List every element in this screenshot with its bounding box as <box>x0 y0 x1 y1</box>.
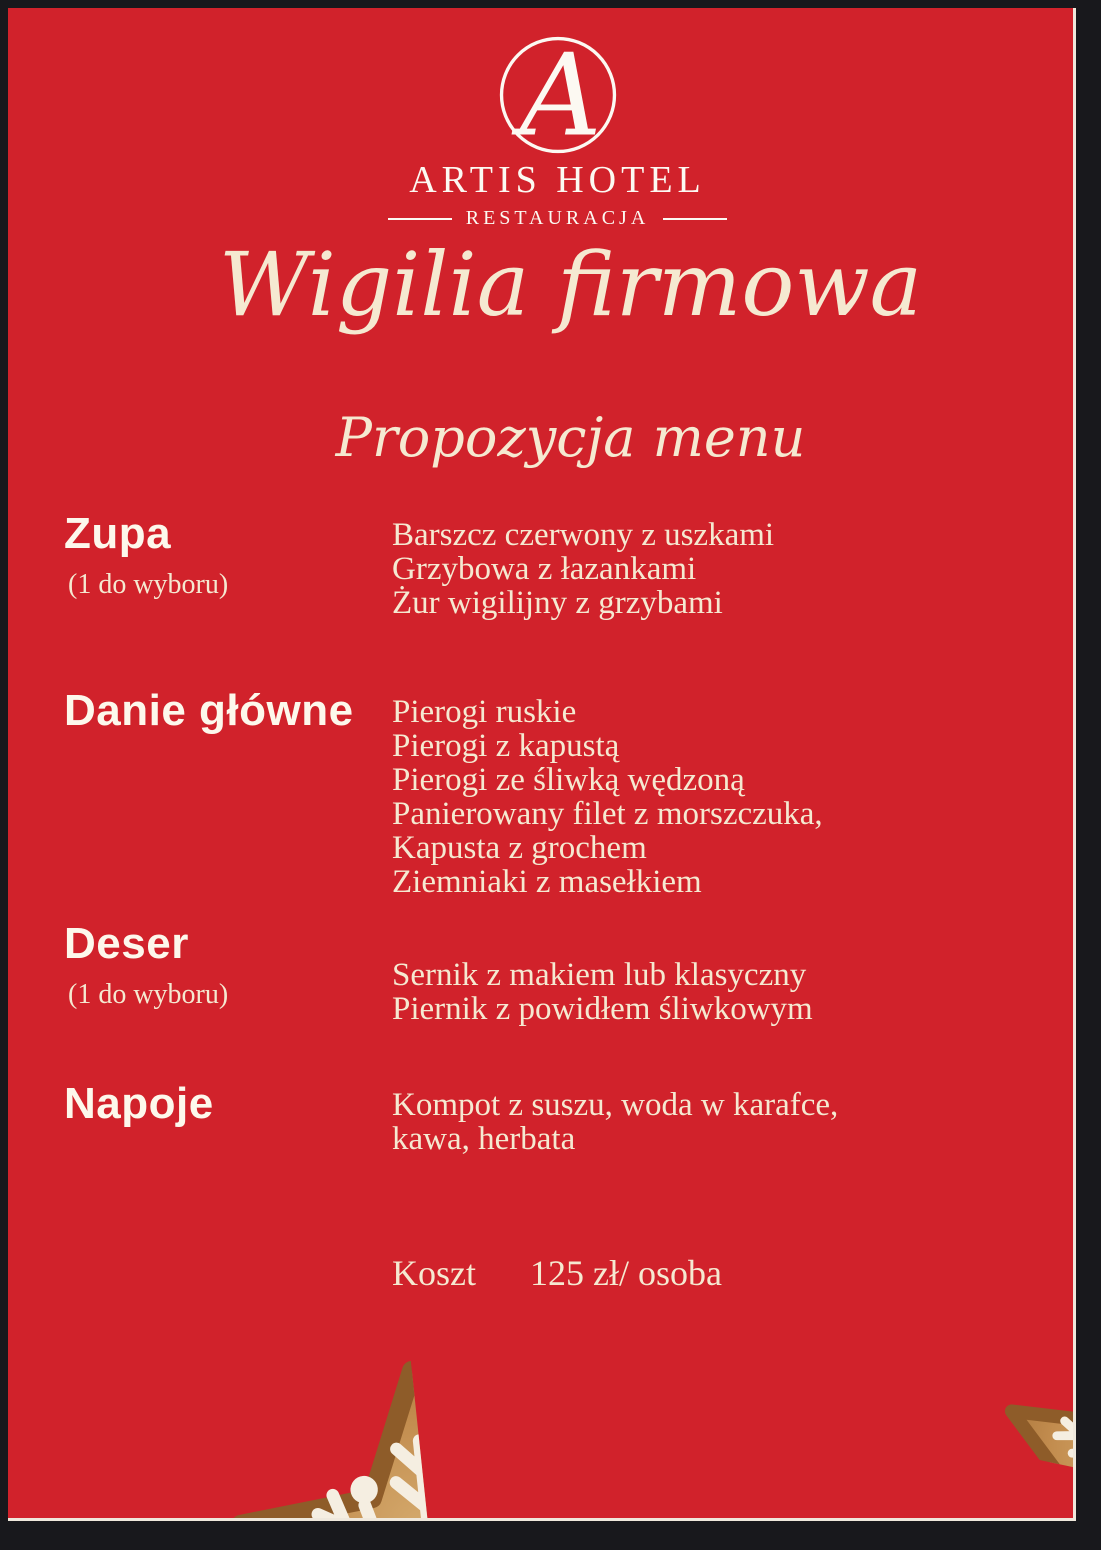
restaurant-label: RESTAURACJA <box>465 207 650 229</box>
menu-card <box>8 8 1076 1521</box>
menu-item: Sernik z makiem lub klasyczny <box>392 957 807 993</box>
menu-section <box>64 1078 1053 1157</box>
section-items <box>392 1088 838 1156</box>
hotel-name: ARTIS HOTEL <box>409 159 706 201</box>
section-items <box>392 958 813 1026</box>
section-name: Deser <box>64 919 189 968</box>
section-note: (1 do wyboru) <box>68 569 229 600</box>
menu-item: Piernik z powidłem śliwkowym <box>392 991 813 1027</box>
page-subtitle: Propozycja menu <box>335 406 806 469</box>
menu-item: Pierogi z kapustą <box>392 728 620 764</box>
menu-section <box>64 508 1053 621</box>
price-label: Koszt <box>392 1253 476 1293</box>
menu-section <box>64 918 1053 1027</box>
section-note: (1 do wyboru) <box>68 979 229 1010</box>
menu-item: Ziemniaki z masełkiem <box>392 864 702 900</box>
section-items <box>392 695 823 899</box>
section-name: Napoje <box>64 1079 214 1128</box>
section-name: Zupa <box>64 509 172 558</box>
logo-monogram-letter: A <box>519 29 602 162</box>
section-name: Danie główne <box>64 686 354 735</box>
menu-item: Kapusta z grochem <box>392 830 647 866</box>
menu-item: Kompot z suszu, woda w karafce, <box>392 1087 839 1123</box>
menu-item: Panierowany filet z morszczuka, <box>392 796 823 832</box>
section-items <box>392 518 774 620</box>
menu-item: Pierogi ruskie <box>392 694 577 730</box>
menu-item: Barszcz czerwony z uszkami <box>392 517 775 553</box>
page-title: Wigilia firmowa <box>218 233 923 336</box>
menu-item: Pierogi ze śliwką wędzoną <box>392 762 745 798</box>
price-value: 125 zł/ osoba <box>530 1253 722 1293</box>
price-row <box>392 1251 722 1295</box>
menu-item: kawa, herbata <box>392 1121 576 1157</box>
menu-item: Żur wigilijny z grzybami <box>392 585 723 621</box>
menu-section <box>64 685 1053 900</box>
menu-item: Grzybowa z łazankami <box>392 551 697 587</box>
